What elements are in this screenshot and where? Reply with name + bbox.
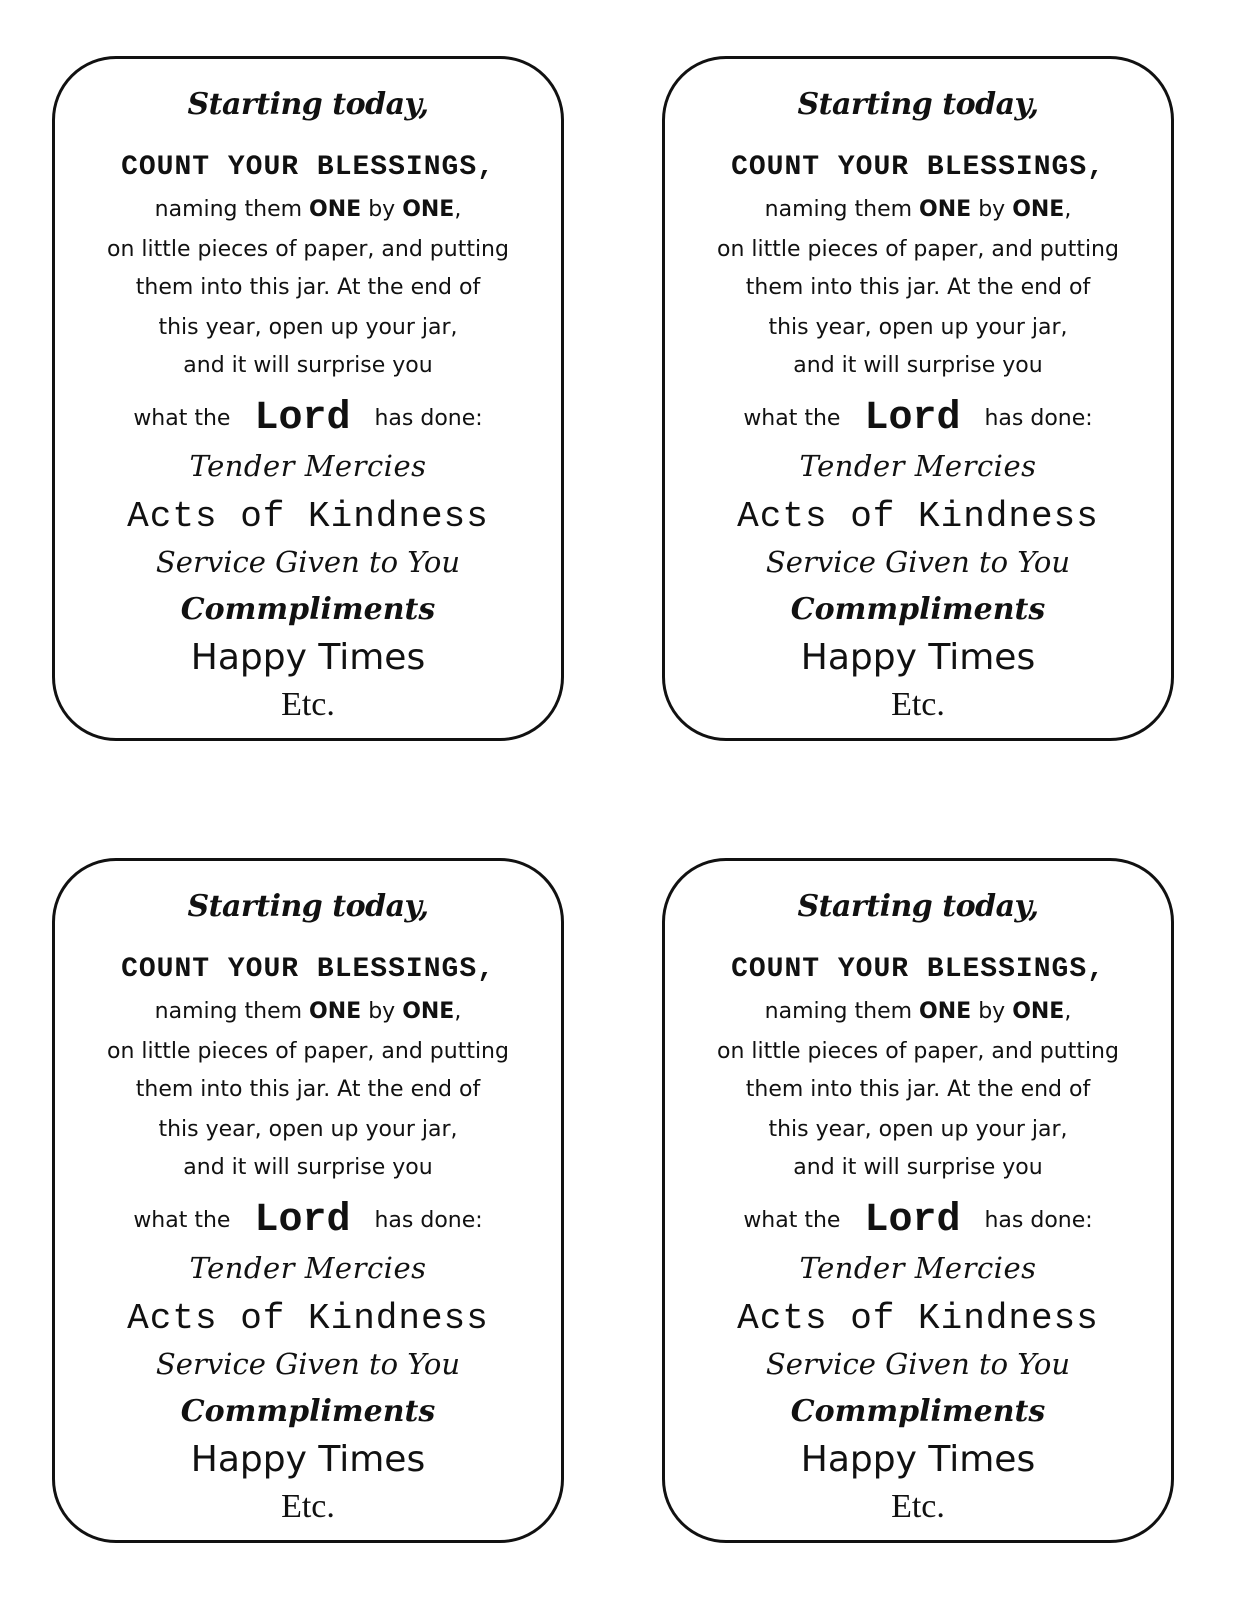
acts-of-kindness-item: Acts of Kindness [127,1298,489,1339]
surprise-line: and it will surprise you [793,1155,1043,1180]
naming-text: naming them [764,999,920,1024]
lord-word: Lord [254,1198,351,1243]
surprise-line: and it will surprise you [183,353,433,378]
starting-today-text: Starting today, [797,87,1039,122]
lord-word: Lord [254,396,351,441]
happy-times-item: Happy Times [800,637,1036,678]
lord-line [55,393,561,441]
compliments-item: Commpliments [180,1394,436,1429]
count-your-blessings-heading: COUNT YOUR BLESSINGS, [731,152,1105,183]
what-the-text: what the [743,1208,841,1233]
lord-line [55,1195,561,1243]
etc-item: Etc. [281,686,335,723]
by-text: by [971,999,1013,1024]
acts-of-kindness-item: Acts of Kindness [737,1298,1099,1339]
paper-line: on little pieces of paper, and putting [717,237,1119,262]
naming-text: naming them [154,999,310,1024]
tender-mercies-item: Tender Mercies [189,1251,427,1285]
naming-text: naming them [764,197,920,222]
one-emphasis: ONE [402,197,455,222]
has-done-text: has done: [374,1208,483,1233]
one-emphasis: ONE [402,999,455,1024]
open-jar-line: this year, open up your jar, [158,1117,458,1142]
comma-text: , [454,197,462,222]
has-done-text: has done: [374,406,483,431]
jar-line: them into this jar. At the end of [135,1077,481,1102]
naming-line [665,197,1171,222]
open-jar-line: this year, open up your jar, [768,1117,1068,1142]
lord-word: Lord [864,1198,961,1243]
one-emphasis: ONE [309,197,362,222]
has-done-text: has done: [984,406,1093,431]
paper-line: on little pieces of paper, and putting [717,1039,1119,1064]
what-the-text: what the [133,1208,231,1233]
tender-mercies-item: Tender Mercies [799,449,1037,483]
one-emphasis: ONE [1012,197,1065,222]
happy-times-item: Happy Times [190,637,426,678]
blessing-card-1 [52,56,564,741]
service-given-item: Service Given to You [155,1347,461,1381]
naming-line [665,999,1171,1024]
naming-text: naming them [154,197,310,222]
starting-today-text: Starting today, [187,889,429,924]
tender-mercies-item: Tender Mercies [189,449,427,483]
open-jar-line: this year, open up your jar, [158,315,458,340]
blessing-card-4 [662,858,1174,1543]
compliments-item: Commpliments [790,1394,1046,1429]
lord-line [665,1195,1171,1243]
starting-today-text: Starting today, [797,889,1039,924]
count-your-blessings-heading: COUNT YOUR BLESSINGS, [121,152,495,183]
surprise-line: and it will surprise you [793,353,1043,378]
by-text: by [971,197,1013,222]
one-emphasis: ONE [919,197,972,222]
comma-text: , [1064,999,1072,1024]
jar-line: them into this jar. At the end of [745,1077,1091,1102]
compliments-item: Commpliments [790,592,1046,627]
comma-text: , [454,999,462,1024]
jar-line: them into this jar. At the end of [745,275,1091,300]
acts-of-kindness-item: Acts of Kindness [737,496,1099,537]
one-emphasis: ONE [1012,999,1065,1024]
naming-line [55,999,561,1024]
count-your-blessings-heading: COUNT YOUR BLESSINGS, [121,954,495,985]
happy-times-item: Happy Times [800,1439,1036,1480]
paper-line: on little pieces of paper, and putting [107,1039,509,1064]
one-emphasis: ONE [309,999,362,1024]
happy-times-item: Happy Times [190,1439,426,1480]
etc-item: Etc. [891,1488,945,1525]
count-your-blessings-heading: COUNT YOUR BLESSINGS, [731,954,1105,985]
what-the-text: what the [743,406,841,431]
etc-item: Etc. [891,686,945,723]
open-jar-line: this year, open up your jar, [768,315,1068,340]
starting-today-text: Starting today, [187,87,429,122]
naming-line [55,197,561,222]
compliments-item: Commpliments [180,592,436,627]
one-emphasis: ONE [919,999,972,1024]
blessing-card-2 [662,56,1174,741]
service-given-item: Service Given to You [155,545,461,579]
by-text: by [361,197,403,222]
lord-line [665,393,1171,441]
comma-text: , [1064,197,1072,222]
blessing-card-3 [52,858,564,1543]
acts-of-kindness-item: Acts of Kindness [127,496,489,537]
etc-item: Etc. [281,1488,335,1525]
tender-mercies-item: Tender Mercies [799,1251,1037,1285]
service-given-item: Service Given to You [765,1347,1071,1381]
has-done-text: has done: [984,1208,1093,1233]
what-the-text: what the [133,406,231,431]
surprise-line: and it will surprise you [183,1155,433,1180]
service-given-item: Service Given to You [765,545,1071,579]
paper-line: on little pieces of paper, and putting [107,237,509,262]
jar-line: them into this jar. At the end of [135,275,481,300]
by-text: by [361,999,403,1024]
lord-word: Lord [864,396,961,441]
